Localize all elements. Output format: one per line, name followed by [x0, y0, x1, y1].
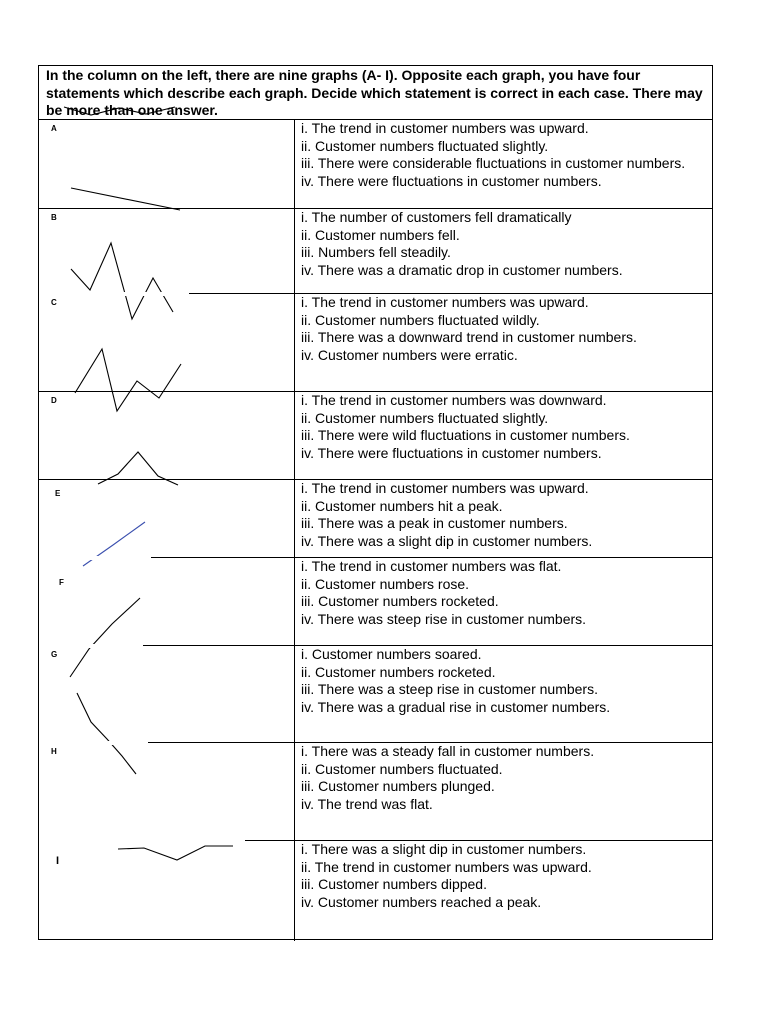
statements-list	[301, 294, 711, 364]
trend-sketch	[39, 743, 294, 841]
trend-sketch	[39, 120, 294, 209]
graph-row-b	[39, 209, 712, 294]
graph-row-a	[39, 120, 712, 209]
statement: ii. Customer numbers fluctuated.	[301, 760, 503, 777]
graph-f	[39, 558, 294, 646]
graph-row-g	[39, 646, 712, 743]
graph-letter: A	[51, 124, 57, 133]
statement: iv. There was a slight dip in customer numbers.	[301, 532, 593, 549]
graph-row-c	[39, 294, 712, 392]
graph-letter: I	[56, 855, 60, 867]
statement: iii. Numbers fell steadily.	[301, 244, 451, 260]
statement: i. The trend in customer numbers was downward.	[301, 392, 607, 408]
graph-i	[39, 841, 294, 941]
graph-row-e	[39, 480, 712, 558]
graph-row-f	[39, 558, 712, 646]
statement: iii. Customer numbers rocketed.	[301, 593, 499, 609]
graph-letter: B	[51, 213, 57, 222]
statement: ii. Customer numbers fell.	[301, 226, 460, 243]
statements-list	[301, 743, 711, 813]
statement: i. The trend in customer numbers was flat.	[301, 558, 562, 574]
image-edge	[39, 741, 148, 745]
graph-c	[39, 294, 294, 392]
statement: i. The trend in customer numbers was upward.	[301, 480, 589, 496]
statement: iv. There were fluctuations in customer numbers.	[301, 172, 602, 189]
image-edge	[39, 839, 245, 843]
statement: iii. There were wild fluctuations in customer numbers.	[301, 427, 630, 443]
statement: ii. Customer numbers hit a peak.	[301, 497, 503, 514]
graph-d	[39, 392, 294, 480]
statement: i. The number of customers fell dramatically	[301, 209, 572, 225]
trend-sketch	[39, 841, 294, 941]
statements-list	[301, 646, 711, 716]
statements-list	[301, 480, 711, 550]
graph-letter: F	[59, 578, 64, 587]
image-edge	[39, 556, 151, 560]
statement: i. There was a slight dip in customer numbers.	[301, 841, 587, 857]
statement: i. The trend in customer numbers was upward.	[301, 294, 589, 310]
statement: ii. Customer numbers fluctuated wildly.	[301, 311, 540, 328]
graph-row-i	[39, 841, 712, 941]
trend-sketch	[39, 558, 294, 646]
graph-a	[39, 120, 294, 209]
statement: i. The trend in customer numbers was upward.	[301, 120, 589, 136]
statement: i. There was a steady fall in customer numbers.	[301, 743, 595, 759]
statements-list	[301, 392, 711, 462]
graph-row-d	[39, 392, 712, 480]
statement: iv. Customer numbers reached a peak.	[301, 893, 542, 910]
trend-sketch	[39, 392, 294, 480]
statement: iv. There was a dramatic drop in customer numbers.	[301, 261, 623, 278]
statements-list	[301, 120, 711, 190]
trend-sketch	[39, 294, 294, 392]
image-edge	[39, 644, 143, 648]
statement: ii. Customer numbers fluctuated slightly.	[301, 137, 549, 154]
graph-row-h	[39, 743, 712, 841]
statement: iii. Customer numbers dipped.	[301, 876, 487, 892]
statement: iii. There were considerable fluctuations in customer numbers.	[301, 155, 686, 171]
instructions-text: In the column on the left, there are nine graphs (A- I). Opposite each graph, you have four statements which describe each graph. Decide which statement is correct in each case. There may be more than one answer.	[39, 66, 712, 120]
graph-letter: H	[51, 747, 57, 756]
graph-h	[39, 743, 294, 841]
statement: ii. The trend in customer numbers was upward.	[301, 858, 592, 875]
graph-letter: D	[51, 396, 57, 405]
statements-list	[301, 841, 711, 911]
statement: iv. There was steep rise in customer numbers.	[301, 610, 587, 627]
statement: iv. Customer numbers were erratic.	[301, 346, 518, 363]
statement: iv. The trend was flat.	[301, 795, 433, 812]
statement: ii. Customer numbers fluctuated slightly.	[301, 409, 549, 426]
trend-sketch	[39, 480, 294, 558]
graph-e	[39, 480, 294, 558]
trend-sketch	[39, 209, 294, 294]
statement: iv. There was a gradual rise in customer numbers.	[301, 698, 611, 715]
statements-list	[301, 209, 711, 279]
statement: i. Customer numbers soared.	[301, 646, 482, 662]
statement: iii. There was a steep rise in customer numbers.	[301, 681, 598, 697]
statement: iii. Customer numbers plunged.	[301, 778, 495, 794]
statement: iii. There was a peak in customer numbers.	[301, 515, 568, 531]
statement: ii. Customer numbers rocketed.	[301, 663, 496, 680]
image-edge	[39, 292, 189, 296]
trend-line	[118, 846, 233, 860]
graph-letter: E	[55, 489, 61, 498]
graph-letter: G	[51, 650, 58, 659]
statement: ii. Customer numbers rose.	[301, 575, 470, 592]
graph-b	[39, 209, 294, 294]
statement: iii. There was a downward trend in customer numbers.	[301, 329, 637, 345]
statement: iv. There were fluctuations in customer numbers.	[301, 444, 602, 461]
worksheet-table	[38, 65, 713, 940]
graph-letter: C	[51, 298, 57, 307]
statements-list	[301, 558, 711, 628]
